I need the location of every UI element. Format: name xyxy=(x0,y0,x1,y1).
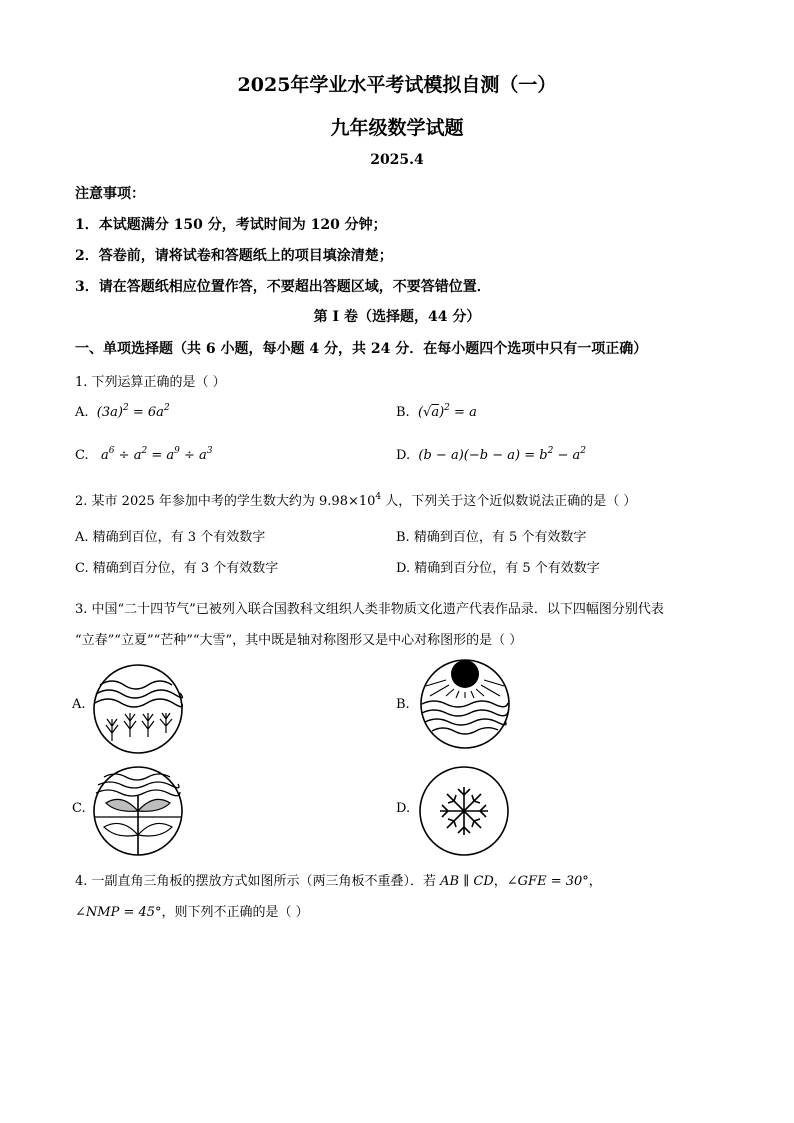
q1-option-d-label: D. xyxy=(396,448,411,463)
q1-stem: 1. 下列运算正确的是（ ） xyxy=(75,375,226,390)
q1-option-b-label: B. xyxy=(396,405,410,420)
mang-zhong-figure xyxy=(92,765,184,857)
section-heading: 一、单项选择题（共 6 小题，每小题 4 分，共 24 分．在每小题四个选项中只有一项正确） xyxy=(75,341,648,357)
exam-date: 2025.4 xyxy=(370,152,424,168)
q4-line-1-post: ， xyxy=(588,874,602,889)
q3-option-b-label: B. xyxy=(396,697,410,712)
q1-option-b-formula: $(√a)^2 = a$ xyxy=(413,403,477,420)
q2-option-b: B. 精确到百位，有 5 个有效数字 xyxy=(396,530,587,545)
note-item-2: 2．答卷前，请将试卷和答题纸上的项目填涂清楚； xyxy=(75,248,393,264)
q2-option-d: D. 精确到百分位，有 5 个有效数字 xyxy=(396,561,600,576)
note-item-1: 1．本试题满分 150 分，考试时间为 120 分钟； xyxy=(75,217,387,233)
da-xue-figure xyxy=(418,765,510,857)
q1-option-c-formula: $a^6 \div a^2 = a^9 \div a^3$ xyxy=(101,446,213,463)
li-xia-figure xyxy=(416,658,514,750)
part1-heading: 第 I 卷（选择题，44 分） xyxy=(313,309,481,325)
q3-option-d-label: D. xyxy=(396,801,411,816)
q1-option-c xyxy=(75,448,213,463)
q1-option-c-label: C. xyxy=(75,448,89,463)
q1-option-a-label: A. xyxy=(75,405,89,420)
q3-line-1: 3. 中国“二十四节气”已被列入联合国教科文组织人类非物质文化遗产代表作品录．以下四幅图分别代表 xyxy=(75,602,664,617)
q2-stem xyxy=(75,490,636,509)
q4-line-2 xyxy=(75,901,309,920)
note-item-3: 3．请在答题纸相应位置作答，不要超出答题区域，不要答错位置． xyxy=(75,279,491,295)
q1-option-a xyxy=(75,405,170,420)
q2-option-c: C. 精确到百分位，有 3 个有效数字 xyxy=(75,561,279,576)
notes-heading: 注意事项： xyxy=(75,186,145,202)
q1-option-a-formula: $(3a)^2 = 6a^2$ xyxy=(92,403,170,420)
q2-stem-post: 人，下列关于这个近似数说法正确的是（ ） xyxy=(381,494,637,509)
q2-stem-exponent: 4 xyxy=(375,492,382,502)
q4-math-ab-cd: AB ∥ CD xyxy=(440,874,494,889)
q3-option-a-label: A. xyxy=(72,697,86,712)
q3-line-2: “立春”“立夏”“芒种”“大雪”，其中既是轴对称图形又是中心对称图形的是（ ） xyxy=(75,633,523,648)
q4-math-angle-gfe: ∠GFE = 30° xyxy=(506,874,589,889)
q4-line-2-post: ，则下列不正确的是（ ） xyxy=(161,905,309,920)
q4-line-1-mid: ， xyxy=(493,874,507,889)
q4-math-angle-nmp: ∠NMP = 45° xyxy=(75,905,162,920)
li-chun-figure xyxy=(92,663,184,755)
q2-stem-pre: 2. 某市 2025 年参加中考的学生数大约为 9.98×10 xyxy=(75,494,376,509)
q1-option-b xyxy=(396,405,477,420)
q1-option-d-formula: $(b - a)(-b - a) = b^2 - a^2$ xyxy=(414,446,586,463)
exam-title: 2025年学业水平考试模拟自测（一） xyxy=(237,74,557,96)
exam-subtitle: 九年级数学试题 xyxy=(330,117,464,139)
q1-option-d xyxy=(396,448,586,463)
q2-option-a: A. 精确到百位，有 3 个有效数字 xyxy=(75,530,266,545)
q4-line-1-pre: 4. 一副直角三角板的摆放方式如图所示（两三角板不重叠）．若 xyxy=(75,874,441,889)
q3-option-c-label: C. xyxy=(72,801,86,816)
q4-line-1 xyxy=(75,870,602,889)
